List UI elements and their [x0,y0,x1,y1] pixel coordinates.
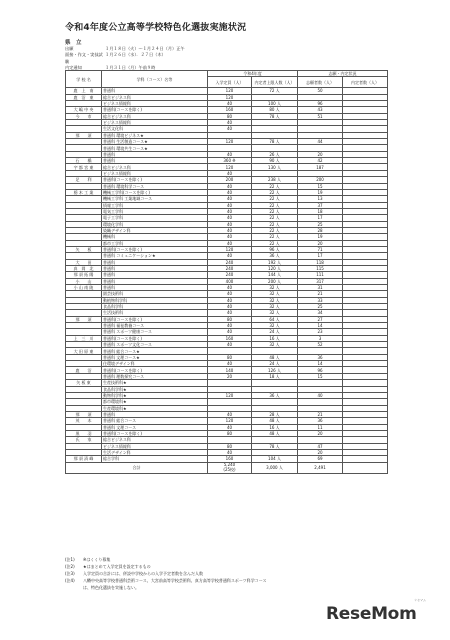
quota-cell: 90 人 [252,158,298,164]
applicants-cell: 33 [298,297,343,303]
applicants-cell: 13 [298,196,343,202]
applicants-cell: 51 [298,113,343,119]
course-cell: 生活デザイン科 [102,449,208,455]
capacity-cell: 40 [208,253,252,259]
quota-cell: 22 人 [252,196,298,202]
applicants-cell: 37 [298,202,343,208]
school-cell: 栃 木 工 業 [66,189,102,195]
course-cell: ビジネス情報科 [102,443,208,449]
footnote [65,577,267,584]
capacity-cell: 200 [208,177,252,183]
course-cell: 普通科(コースを除く) [102,430,208,436]
applicants-cell: 31 [298,285,343,291]
school-cell: 大 田 [66,259,102,265]
capacity-cell: 120 [208,139,252,145]
quota-cell: 36 人 [252,392,298,398]
school-cell: 鹿 沼 東 [66,94,102,100]
footnote-text: ★はまとめて入学定員を設定するもの [83,564,151,569]
capacity-cell: 40 [208,342,252,348]
course-cell: 動物科学科★ [102,392,208,398]
applicants-cell: 20 [298,449,343,455]
course-cell: 普通科 [102,265,208,271]
footnote [65,556,267,563]
applicants-cell: 317 [298,278,343,284]
quota-cell: 130 人 [252,164,298,170]
quota-cell: 16 人 [252,424,298,430]
applicants-cell: 20 [298,430,343,436]
total-capacity: 5,240 (25校) [208,462,252,473]
quota-cell: 22 人 [252,240,298,246]
applicants-cell: 15 [298,183,343,189]
capacity-cell: 40 [208,215,252,221]
schedule-label: 内定通知 [65,65,82,71]
footnote-label: (注1) [65,557,75,562]
capacity-cell: 120 [208,164,252,170]
applicants-cell: 96 [298,367,343,373]
footnote-text: ※はくくり募集 [83,557,111,562]
applicants-cell: 25 [298,304,343,310]
course-cell: 総合ビジネス科 [102,164,208,170]
capacity-cell: 360 ※ [208,158,252,164]
quota-cell: 16 人 [252,335,298,341]
school-cell: 今 市 [66,113,102,119]
school-cell: 茂 木 [66,418,102,424]
capacity-cell: 140 [208,367,252,373]
quota-cell: 72 人 [252,88,298,94]
course-cell: 総合ビジネス科 [102,94,208,100]
capacity-cell: 160 [208,107,252,113]
quota-cell: 26 人 [252,151,298,157]
course-cell: 普通科 [102,151,208,157]
course-cell: 普通科 スポーツ健康コース [102,329,208,335]
school-cell: 石 橋 [66,158,102,164]
quota-cell: 48 人 [252,430,298,436]
capacity-cell: 120 [208,246,252,252]
capacity-cell: 40 [208,170,252,176]
page-title: 令和4年度公立高等学校特色化選抜実施状況 [65,23,247,33]
applicants-cell: 15 [298,373,343,379]
applicants-cell: 27 [298,316,343,322]
quota-cell: 22 人 [252,234,298,240]
header-applicants: 志願者数（人） [298,77,343,88]
quota-cell: 32 人 [252,291,298,297]
header-group-result: 志願・内定状況 [298,71,388,77]
schedule-label: 面接・作文・実技試験 [65,52,103,64]
quota-cell: 22 人 [252,208,298,214]
applicants-cell: 19 [298,189,343,195]
header-group-plan: 令和4年度 [208,71,298,77]
quota-cell: 100 人 [252,101,298,107]
applicants-cell: 28 [298,227,343,233]
course-cell: 普通科 総合コース★ [102,348,208,354]
course-cell: 総合ビジネス科 [102,113,208,119]
applicants-cell: 44 [298,139,343,145]
capacity-cell: 80 [208,443,252,449]
header-accepted: 内定者数（人） [343,77,388,88]
capacity-cell: 40 [208,285,252,291]
course-cell: 普通科(コースを除く) [102,246,208,252]
school-cell: 宇 都 宮 東 [66,164,102,170]
capacity-cell: 40 [208,240,252,246]
capacity-cell: 40 [208,323,252,329]
quota-cell: 32 人 [252,297,298,303]
course-cell: 普通科 [102,88,208,94]
course-cell: 生産技術科★ [102,380,208,386]
quota-cell: 48 人 [252,354,298,360]
course-cell: 普通科 [102,285,208,291]
applicants-cell: 118 [298,259,343,265]
school-cell: 鹿 沼 [66,367,102,373]
quota-cell: 78 人 [252,443,298,449]
quota-cell: 28 人 [252,411,298,417]
quota-cell: 22 人 [252,221,298,227]
applicants-cell: 111 [298,272,343,278]
footnote-text: 入学定員の合計には、併設中学校からの入学予定者数を含んだ人数 [83,571,203,576]
quota-cell: 104 人 [252,456,298,462]
school-cell: 真 岡 北 [66,265,102,271]
applicants-cell: 34 [298,310,343,316]
capacity-cell: 40 [208,291,252,297]
school-cell: 那 須 [66,132,102,138]
course-cell: 普通科(コースを除く) [102,177,208,183]
quota-cell: 32 人 [252,323,298,329]
course-cell: 普通科 環境ビジネス★ [102,132,208,138]
course-cell: 普通科 [102,272,208,278]
capacity-cell: 160 [208,335,252,341]
quota-cell: 32 人 [252,310,298,316]
capacity-cell: 240 [208,265,252,271]
school-cell: 鹿 上 南 [66,88,102,94]
school-cell: 矢 板 [66,246,102,252]
course-cell: 普通科 総合コース [102,418,208,424]
capacity-cell: 40 [208,120,252,126]
course-cell: 普通科 コミュニケーション★ [102,253,208,259]
applicants-cell: 69 [298,456,343,462]
capacity-cell: 40 [208,189,252,195]
footnote-label: (注3) [65,571,75,576]
course-cell: 生産環境科★ [102,405,208,411]
resemom-logo: ReseMom [326,604,417,624]
applicants-cell: 17 [298,253,343,259]
capacity-cell: 40 [208,196,252,202]
course-cell: 普通科(コースを除く) [102,367,208,373]
course-cell: 染織デザイン科 [102,227,208,233]
footnote-label [65,584,83,591]
footnotes [65,556,267,591]
school-cell: 矢 板 東 [66,380,102,386]
quota-cell: 120 人 [252,265,298,271]
course-cell: 都市工学科 [102,240,208,246]
capacity-cell: 40 [208,227,252,233]
quota-cell: 48 人 [252,418,298,424]
course-cell: 機械科 [102,234,208,240]
applicants-cell: 18 [298,208,343,214]
footnote-label: (注2) [65,564,75,569]
capacity-cell: 40 [208,310,252,316]
capacity-cell: 40 [208,304,252,310]
applicants-cell: 47 [298,443,343,449]
schedule-value: １月１８日（火）～１月２４日（月）正午 [105,46,185,51]
capacity-cell: 80 [208,354,252,360]
capacity-cell: 40 [208,221,252,227]
course-cell: 普通科 文理コース★ [102,354,208,360]
course-cell: 情報工学科 [102,202,208,208]
course-cell: 食品科学科 [102,304,208,310]
applicants-cell: 3 [298,335,343,341]
course-cell: 普通科 [102,278,208,284]
school-cell: 上 三 川 [66,335,102,341]
course-cell: 普通科 文理コース [102,424,208,430]
applicants-cell: 71 [298,246,343,252]
course-cell: 普通科 スポーツ文化コース [102,342,208,348]
quota-cell: 64 人 [252,316,298,322]
quota-cell: 22 人 [252,189,298,195]
capacity-cell: 240 [208,272,252,278]
applicants-cell: 11 [298,424,343,430]
capacity-cell: 120 [208,94,252,100]
course-cell: 普通科(コースを除く) [102,335,208,341]
quota-cell: 32 人 [252,342,298,348]
applicants-cell: 115 [298,265,343,271]
header-course: 学科（コース）名等 [102,71,208,88]
total-quota: 3,000 人 [252,462,298,473]
quota-cell: 24 人 [252,329,298,335]
capacity-cell: 40 [208,411,252,417]
applicants-cell: 23 [298,329,343,335]
capacity-cell: 400 [208,278,252,284]
capacity-cell: 40 [208,101,252,107]
quota-cell: 200 人 [252,278,298,284]
capacity-cell: 40 [208,424,252,430]
resemom-logo-subtext: リセマム [414,598,426,602]
applicants-cell: 21 [298,411,343,417]
course-cell: ビジネス情報科 [102,101,208,107]
footnote-label: (注4) [65,578,75,583]
header-quota: 内定者上限人数（人） [252,77,298,88]
capacity-cell: 120 [208,88,252,94]
course-cell: ビジネス情報科 [102,170,208,176]
course-cell: 普通科 [102,259,208,265]
course-cell: 生活文化科 [102,126,208,132]
quota-cell: 192 人 [252,259,298,265]
schedule-value: １月２６日（水）．２７日（木） [105,52,166,58]
school-cell: 大 嶋 中 央 [66,107,102,113]
applicants-cell: 96 [298,101,343,107]
capacity-cell: 80 [208,430,252,436]
quota-cell: 22 人 [252,202,298,208]
course-cell: 総合学科 [102,456,208,462]
capacity-cell: 20 [208,373,252,379]
applicants-cell: 20 [298,151,343,157]
capacity-cell: 160 [208,456,252,462]
capacity-cell: 120 [208,392,252,398]
applicants-cell: 200 [298,177,343,183]
capacity-cell: 40 [208,126,252,132]
capacity-cell: 80 [208,316,252,322]
school-cell: 黒 羽 [66,430,102,436]
quota-cell: 36 人 [252,253,298,259]
capacity-cell: 40 [208,202,252,208]
total-applicants: 2,491 [298,462,343,473]
quota-cell: 96 人 [252,246,298,252]
header-capacity: 入学定員（人） [208,77,252,88]
schedule-list [65,46,185,72]
course-cell: 普通科(コースを除く) [102,107,208,113]
capacity-cell: 40 [208,208,252,214]
school-cell: 小 山 南 陵 [66,285,102,291]
course-cell: 普通科(コースを除く) [102,316,208,322]
course-cell: 普通科 福祉教養コース [102,323,208,329]
quota-cell: 22 人 [252,215,298,221]
course-cell: 都市環境科★ [102,399,208,405]
quota-cell: 126 人 [252,367,298,373]
applicants-cell: 25 [298,221,343,227]
capacity-cell: 40 [208,329,252,335]
school-cell: 那 須 [66,316,102,322]
applicants-cell: 50 [298,88,343,94]
school-cell: 那 須 拓 陽 [66,272,102,278]
capacity-cell: 40 [208,151,252,157]
capacity-cell: 40 [208,183,252,189]
applicants-cell: 14 [298,361,343,367]
footnote [65,563,267,570]
applicants-cell: 187 [298,164,343,170]
course-cell: 電気工学科 [102,208,208,214]
applicants-cell: 36 [298,418,343,424]
quota-cell: 22 人 [252,227,298,233]
applicants-cell: 14 [298,323,343,329]
applicants-cell: 19 [298,234,343,240]
footnote-text: は、特色化選抜を実施しない。 [83,585,139,590]
course-cell: 園芸技術科 [102,291,208,297]
quota-cell: 24 人 [252,361,298,367]
capacity-cell: 240 [208,259,252,265]
course-cell: 普通科 環境共生コース★ [102,145,208,151]
course-cell: 環境化学科 [102,221,208,227]
schedule-value: １月３１日（月）午前９時 [105,65,156,71]
school-cell: 大 田 原 東 [66,348,102,354]
course-cell: 普通科 環境科学コース [102,183,208,189]
applicants-cell: 36 [298,354,343,360]
course-cell: ビジネス情報科 [102,120,208,126]
quota-cell: 78 人 [252,139,298,145]
course-cell: 電子工学科 [102,215,208,221]
course-cell: 普通科 生活創造コース★ [102,139,208,145]
course-cell: 機械工学科(コースを除く) [102,189,208,195]
section-heading: 県 立 [65,40,82,46]
footnote [65,584,267,591]
capacity-cell: 40 [208,361,252,367]
capacity-cell: 40 [208,234,252,240]
quota-cell: 144 人 [252,272,298,278]
applicants-cell: 21 [298,291,343,297]
capacity-cell: 80 [208,113,252,119]
results-table [65,70,388,474]
applicants-cell: 20 [298,240,343,246]
quota-cell: 32 人 [252,304,298,310]
course-cell: 動植物科学科 [102,297,208,303]
footnote-text: 八幡中央高等学校普通科芸術コース、大宮前高等学校芸術科、真方高等学校普通科スポーツ科学コース [83,578,267,583]
schedule-label: 出願 [65,46,74,51]
applicants-cell: 52 [298,342,343,348]
total-row [66,462,388,473]
applicants-cell: 43 [298,107,343,113]
school-cell: 那 須 清 峰 [66,456,102,462]
applicants-cell: 17 [298,215,343,221]
quota-cell: 18 人 [252,373,298,379]
course-cell: 住環境デザイン科 [102,361,208,367]
quota-cell: 238 人 [252,177,298,183]
capacity-cell: 120 [208,418,252,424]
school-cell: 小 山 [66,278,102,284]
quota-cell: 80 人 [252,107,298,113]
schedule-item [65,52,185,65]
course-cell: 普通科 [102,158,208,164]
quota-cell: 32 人 [252,285,298,291]
course-cell: 機械工学科 工業地域コース [102,196,208,202]
school-cell: 足 利 [66,177,102,183]
applicants-cell: 40 [298,392,343,398]
applicants-cell: 42 [298,158,343,164]
school-cell: 氏 家 [66,437,102,443]
header-school: 学 校 名 [66,71,102,88]
quota-cell: 22 人 [252,183,298,189]
quota-cell: 78 人 [252,113,298,119]
course-cell: 普通科 [102,411,208,417]
course-cell: 普通科 理数探究コース [102,373,208,379]
course-cell: 総合ビジネス科 [102,437,208,443]
total-accepted [343,462,388,473]
course-cell: 生活技術科 [102,310,208,316]
capacity-cell: 40 [208,297,252,303]
school-cell: 那 須 [66,411,102,417]
footnote [65,570,267,577]
course-cell: 食品科学科★ [102,386,208,392]
total-label: 合計 [66,462,208,473]
capacity-cell: 40 [208,449,252,455]
